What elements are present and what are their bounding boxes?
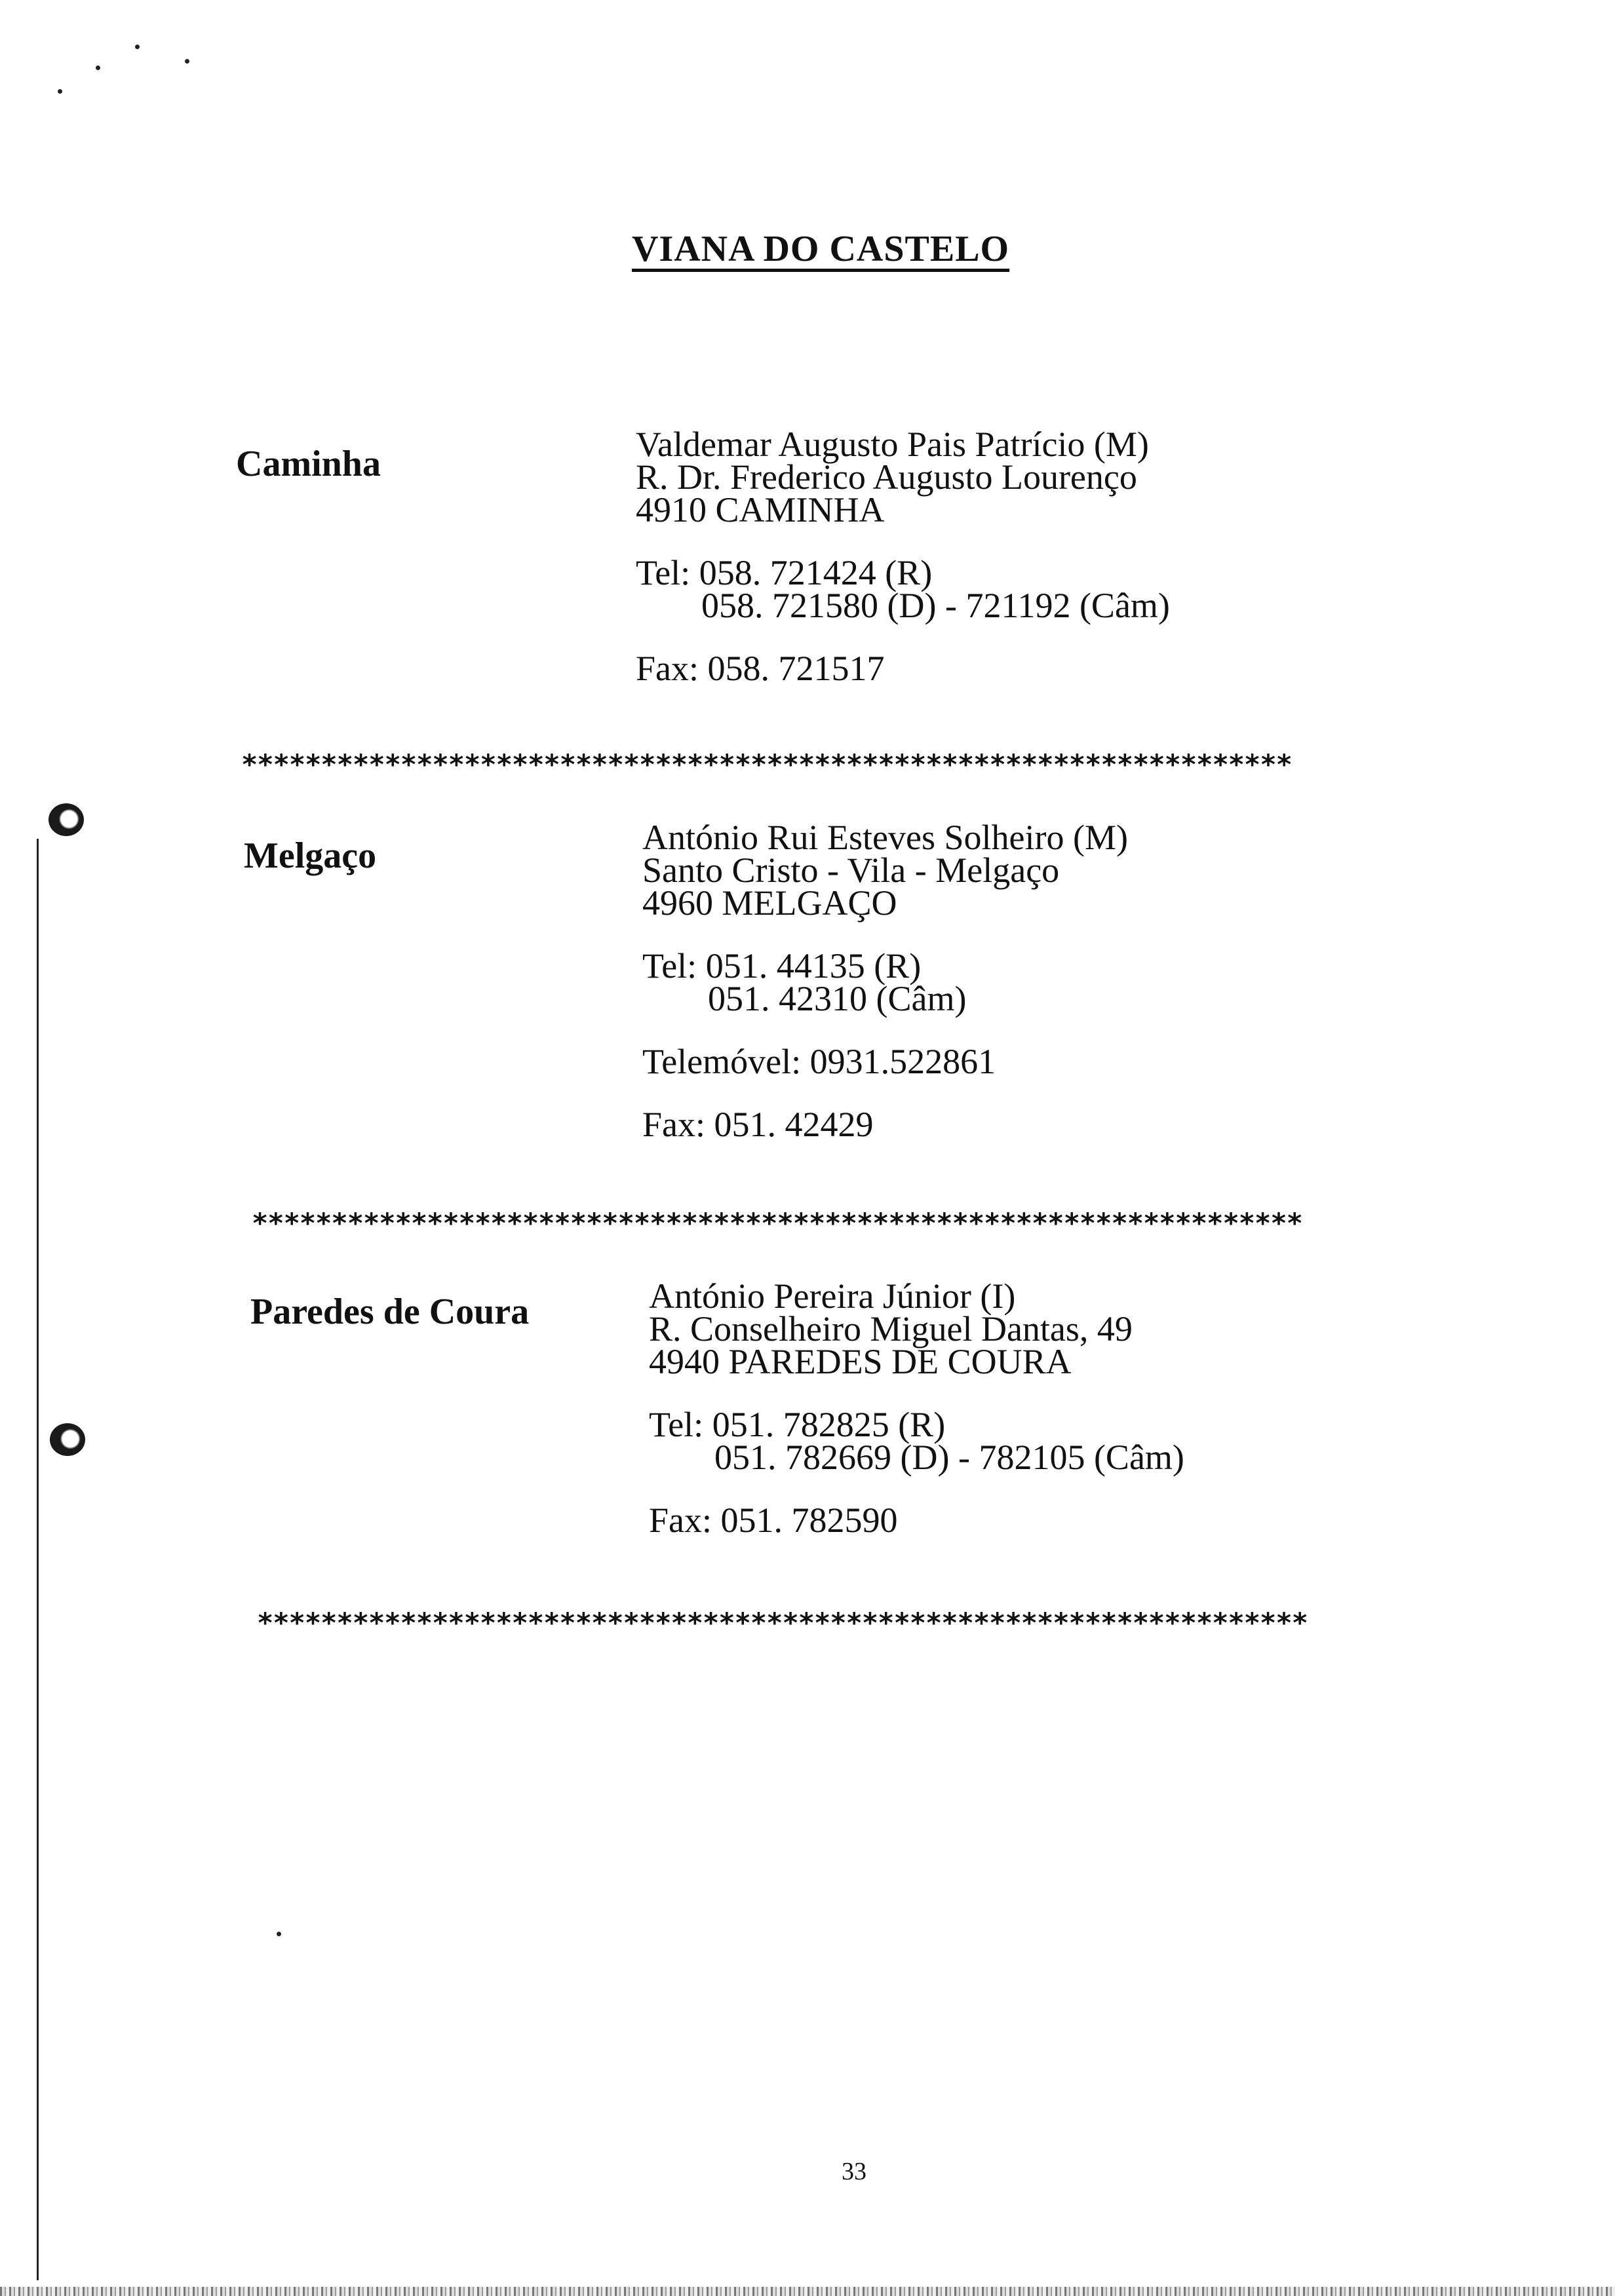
contact-person: António Rui Esteves Solheiro (M) bbox=[642, 818, 1128, 857]
scan-speck bbox=[58, 89, 62, 94]
contact-details bbox=[642, 818, 1128, 1144]
asterisk-divider: ****************************************************************** bbox=[252, 1207, 1302, 1239]
scan-edge bbox=[0, 2287, 1615, 2296]
contact-postal: 4960 MELGAÇO bbox=[642, 883, 897, 923]
contact-person: Valdemar Augusto Pais Patrício (M) bbox=[636, 425, 1149, 464]
scan-speck bbox=[185, 59, 189, 64]
contact-tel-extra: 058. 721580 (D) - 721192 (Câm) bbox=[701, 586, 1170, 625]
contact-tel: Tel: 051. 44135 (R) bbox=[642, 946, 922, 985]
asterisk-divider: ****************************************************************** bbox=[241, 748, 1292, 780]
contact-tel: Tel: 058. 721424 (R) bbox=[636, 553, 933, 592]
contact-fax: Fax: 051. 42429 bbox=[642, 1105, 874, 1144]
contact-street: R. Dr. Frederico Augusto Lourenço bbox=[636, 457, 1137, 497]
contact-details bbox=[636, 425, 1170, 688]
scan-speck bbox=[96, 66, 100, 70]
page-edge-line bbox=[37, 839, 39, 2280]
contact-postal: 4940 PAREDES DE COURA bbox=[649, 1342, 1072, 1381]
contact-tel: Tel: 051. 782825 (R) bbox=[649, 1405, 946, 1444]
contact-postal: 4910 CAMINHA bbox=[636, 490, 885, 529]
municipality-name: Caminha bbox=[236, 444, 381, 484]
page-title: VIANA DO CASTELO bbox=[632, 229, 1010, 269]
punch-hole bbox=[50, 1423, 85, 1456]
contact-tel-extra: 051. 42310 (Câm) bbox=[708, 979, 967, 1018]
contact-fax: Fax: 058. 721517 bbox=[636, 649, 885, 688]
contact-fax: Fax: 051. 782590 bbox=[649, 1501, 898, 1540]
contact-details bbox=[649, 1276, 1184, 1540]
municipality-name: Paredes de Coura bbox=[250, 1292, 530, 1332]
asterisk-divider: ****************************************************************** bbox=[257, 1607, 1308, 1639]
scan-speck bbox=[135, 45, 140, 49]
contact-person: António Pereira Júnior (I) bbox=[649, 1276, 1016, 1316]
contact-tel-extra: 051. 782669 (D) - 782105 (Câm) bbox=[714, 1438, 1184, 1477]
contact-mobile: Telemóvel: 0931.522861 bbox=[642, 1042, 996, 1081]
punch-hole bbox=[49, 803, 84, 836]
page-number: 33 bbox=[842, 2158, 866, 2185]
contact-street: R. Conselheiro Miguel Dantas, 49 bbox=[649, 1309, 1133, 1349]
contact-street: Santo Cristo - Vila - Melgaço bbox=[642, 851, 1060, 890]
scan-speck bbox=[277, 1932, 281, 1936]
municipality-name: Melgaço bbox=[244, 835, 377, 876]
